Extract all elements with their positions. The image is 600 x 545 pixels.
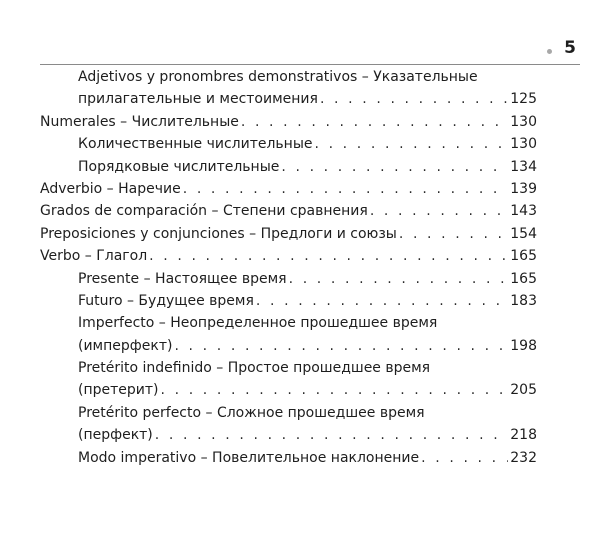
toc-entry-page: 130 xyxy=(510,136,537,153)
dot-leader xyxy=(421,447,508,469)
toc-entry xyxy=(40,200,537,222)
dot-leader xyxy=(183,178,509,200)
dot-leader xyxy=(281,156,508,178)
bullet-icon xyxy=(547,49,552,54)
toc-entry xyxy=(40,335,537,357)
toc-entry-page: 183 xyxy=(510,292,537,309)
toc-entry-title: Adverbio – Наречие xyxy=(40,180,181,197)
dot-leader xyxy=(161,379,509,401)
toc-entry-title: Futuro – Будущее время xyxy=(78,292,254,309)
toc-entry-page: 139 xyxy=(510,180,537,197)
toc-entry-title: Порядковые числительные xyxy=(78,158,280,175)
toc-entry-title: Количественные числительные xyxy=(78,136,313,153)
toc-entry-title: Numerales – Числительные xyxy=(40,113,239,130)
toc-entry-page: 154 xyxy=(510,225,537,242)
toc-entry-title: (перфект) xyxy=(78,427,153,444)
toc-entry xyxy=(40,357,537,379)
toc-entry-page: 205 xyxy=(510,382,537,399)
dot-leader xyxy=(241,111,508,133)
toc-entry-title: Modo imperativo – Повелительное наклонение xyxy=(78,449,420,466)
dot-leader xyxy=(399,223,508,245)
toc-entry xyxy=(40,111,537,133)
toc-entry-page: 232 xyxy=(510,449,537,466)
toc-entry xyxy=(40,133,537,155)
dot-leader xyxy=(289,268,509,290)
toc-entry-page: 134 xyxy=(510,158,537,175)
page-number: 5 xyxy=(564,38,576,58)
toc-entry-title: (претерит) xyxy=(78,382,159,399)
dot-leader xyxy=(370,200,508,222)
toc-entry xyxy=(40,66,537,88)
dot-leader xyxy=(149,245,508,267)
toc-entry-title: Adjetivos y pronombres demonstrativos – Указательные xyxy=(78,69,478,85)
toc-entry xyxy=(40,402,537,424)
toc-entry xyxy=(40,88,537,110)
toc-entry-page: 130 xyxy=(510,113,537,130)
toc-entry-title: Grados de comparación – Степени сравнения xyxy=(40,203,368,220)
toc-entry-title: (имперфект) xyxy=(78,337,173,354)
toc-entry xyxy=(40,447,537,469)
toc-entry xyxy=(40,379,537,401)
toc-entry xyxy=(40,156,537,178)
table-of-contents xyxy=(40,66,537,469)
dot-leader xyxy=(174,335,508,357)
toc-entry-title: Verbo – Глагол xyxy=(40,248,148,265)
toc-entry-page: 143 xyxy=(510,203,537,220)
toc-entry-title: Imperfecto – Неопределенное прошедшее время xyxy=(78,315,438,332)
toc-entry xyxy=(40,268,537,290)
toc-entry-page: 198 xyxy=(510,337,537,354)
dot-leader xyxy=(256,290,508,312)
toc-entry xyxy=(40,312,537,334)
toc-entry xyxy=(40,290,537,312)
toc-entry xyxy=(40,178,537,200)
toc-entry xyxy=(40,424,537,446)
toc-entry-page: 165 xyxy=(510,248,537,265)
toc-entry-page: 165 xyxy=(510,270,537,287)
toc-entry-title: Pretérito perfecto – Сложное прошедшее время xyxy=(78,404,425,421)
toc-entry-title: Preposiciones y conjunciones – Предлоги и союзы xyxy=(40,225,397,242)
toc-entry-page: 125 xyxy=(510,91,537,108)
dot-leader xyxy=(314,133,508,155)
toc-entry xyxy=(40,245,537,267)
toc-entry-page: 218 xyxy=(510,427,537,444)
dot-leader xyxy=(155,424,508,446)
toc-entry xyxy=(40,223,537,245)
dot-leader xyxy=(320,88,508,110)
toc-entry-title: прилагательные и местоимения xyxy=(78,91,318,108)
page-header xyxy=(40,34,580,65)
toc-entry-title: Pretérito indefinido – Простое прошедшее время xyxy=(78,360,431,377)
toc-entry-title: Presente – Настоящее время xyxy=(78,270,287,287)
